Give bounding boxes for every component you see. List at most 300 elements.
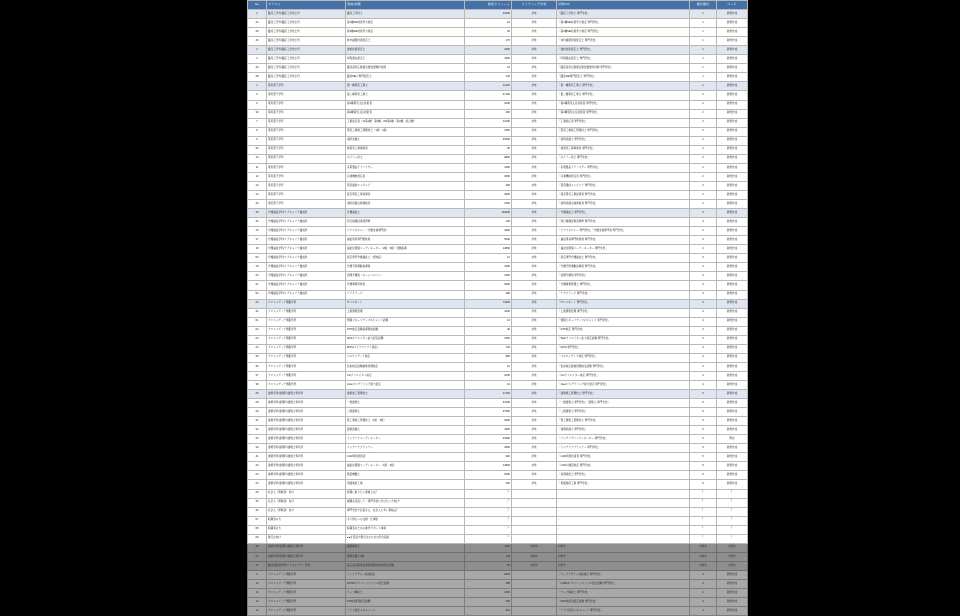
cell-category[interactable]: 介護福祉学科/ケアキャリア養成科 bbox=[267, 209, 346, 218]
cell-search-volume[interactable]: 3400 bbox=[465, 426, 512, 435]
cell-priority[interactable]: 2 bbox=[690, 200, 717, 209]
cell-category[interactable]: 介護福祉学科/ケアキャリア養成科 bbox=[267, 263, 346, 272]
cell-target-keyword[interactable]: 「Javaプログラミング能力認定 専門学校」 bbox=[557, 380, 690, 389]
cell-search-volume[interactable]: 22300 bbox=[465, 10, 512, 19]
cell-writing-target[interactable]: 対象 bbox=[512, 371, 557, 380]
table-row[interactable] bbox=[248, 91, 748, 100]
cell-qualification[interactable]: 介護福祉士 bbox=[346, 209, 465, 218]
cell-no[interactable]: 8 bbox=[248, 127, 267, 136]
cell-page[interactable]: 新規作成 bbox=[717, 272, 748, 281]
cell-priority[interactable]: 5 bbox=[690, 390, 717, 399]
cell-priority[interactable]: 2 bbox=[690, 190, 717, 199]
cell-page[interactable]: 新規作成 bbox=[717, 254, 748, 263]
cell-writing-target[interactable] bbox=[512, 534, 557, 543]
cell-target-keyword[interactable]: 「Webクリエイター能力認定試験 専門学校」 bbox=[557, 335, 690, 344]
cell-no[interactable]: 5 bbox=[248, 91, 267, 100]
cell-category[interactable]: 社会人（即戦者）向け bbox=[267, 489, 346, 498]
cell-page[interactable]: 新規作成 bbox=[717, 55, 748, 64]
cell-no[interactable]: 53 bbox=[248, 254, 267, 263]
cell-target-keyword[interactable]: - bbox=[557, 489, 690, 498]
cell-writing-target[interactable]: 対象 bbox=[512, 254, 557, 263]
cell-no[interactable]: 46 bbox=[248, 37, 267, 46]
cell-page[interactable]: 新規作成 bbox=[717, 570, 748, 579]
cell-priority[interactable]: 3 bbox=[690, 263, 717, 272]
cell-writing-target[interactable]: 対象 bbox=[512, 326, 557, 335]
cell-priority[interactable]: 2 bbox=[690, 145, 717, 154]
cell-writing-target[interactable]: 対象 bbox=[512, 308, 557, 317]
cell-search-volume[interactable]: 210 bbox=[465, 607, 512, 616]
table-row[interactable] bbox=[248, 263, 748, 272]
column-header-writing-target[interactable]: ライティング対象 bbox=[512, 1, 557, 10]
cell-category[interactable]: クロスメディア情報学科 bbox=[267, 308, 346, 317]
cell-target-keyword[interactable]: 「ITパスポート 専門学校」 bbox=[557, 299, 690, 308]
table-row[interactable] bbox=[248, 200, 748, 209]
cell-qualification[interactable]: 体外循環技術認定士 bbox=[346, 37, 465, 46]
table-row[interactable] bbox=[248, 64, 748, 73]
table-row[interactable] bbox=[248, 10, 748, 19]
cell-qualification[interactable]: ITパスポート bbox=[346, 299, 465, 308]
cell-page[interactable]: 対象外 bbox=[717, 561, 748, 570]
cell-category[interactable]: クロスメディア情報学科 bbox=[267, 380, 346, 389]
cell-search-volume[interactable]: 120 bbox=[465, 218, 512, 227]
cell-writing-target[interactable]: 対象 bbox=[512, 181, 557, 190]
cell-category[interactable]: 電気電子学科 bbox=[267, 91, 346, 100]
cell-writing-target[interactable] bbox=[512, 525, 557, 534]
table-row[interactable] bbox=[248, 28, 748, 37]
cell-no[interactable]: 49 bbox=[248, 64, 267, 73]
cell-target-keyword[interactable]: 「家電製品アドバイザー 専門学校」 bbox=[557, 163, 690, 172]
cell-search-volume[interactable]: 720 bbox=[465, 344, 512, 353]
cell-qualification[interactable]: ウェブデザイン技能検定 bbox=[346, 570, 465, 579]
cell-page[interactable]: 新規作成 bbox=[717, 145, 748, 154]
cell-writing-target[interactable] bbox=[512, 498, 557, 507]
cell-page[interactable]: ？ bbox=[717, 489, 748, 498]
cell-no[interactable]: 45 bbox=[248, 28, 267, 37]
cell-priority[interactable]: 3 bbox=[690, 281, 717, 290]
cell-qualification[interactable]: HTML5プロフェッショナル認定試験 bbox=[346, 580, 465, 589]
table-row[interactable] bbox=[248, 290, 748, 299]
cell-writing-target[interactable] bbox=[512, 507, 557, 516]
table-row[interactable] bbox=[248, 73, 748, 82]
cell-search-volume[interactable]: 1000 bbox=[465, 371, 512, 380]
cell-search-volume[interactable]: 2400 bbox=[465, 200, 512, 209]
cell-search-volume[interactable]: 17100 bbox=[465, 390, 512, 399]
cell-target-keyword[interactable]: 「電気工事施工管理技士 専門学校」 bbox=[557, 127, 690, 136]
cell-writing-target[interactable] bbox=[512, 570, 557, 579]
cell-qualification[interactable]: 検電気工事事業者 bbox=[346, 145, 465, 154]
cell-priority[interactable]: 2 bbox=[690, 127, 717, 136]
cell-search-volume[interactable]: 5400 bbox=[465, 471, 512, 480]
cell-priority[interactable]: 3 bbox=[690, 209, 717, 218]
cell-no[interactable]: 22 bbox=[248, 299, 267, 308]
cell-no[interactable]: 17 bbox=[248, 236, 267, 245]
cell-priority[interactable]: 5 bbox=[690, 453, 717, 462]
cell-priority[interactable]: 4 bbox=[690, 607, 717, 616]
table-row[interactable] bbox=[248, 127, 748, 136]
cell-qualification[interactable]: CAD利用技術者 bbox=[346, 453, 465, 462]
cell-qualification[interactable]: 一級建築士 bbox=[346, 399, 465, 408]
table-row[interactable] bbox=[248, 46, 748, 55]
cell-writing-target[interactable]: 対象 bbox=[512, 272, 557, 281]
cell-page[interactable]: 新規作成 bbox=[717, 335, 748, 344]
cell-search-volume[interactable]: 480 bbox=[465, 580, 512, 589]
cell-writing-target[interactable]: 対象 bbox=[512, 353, 557, 362]
cell-search-volume[interactable]: 1600 bbox=[465, 335, 512, 344]
cell-page[interactable]: 新規作成 bbox=[717, 589, 748, 598]
cell-search-volume[interactable]: 74000 bbox=[465, 299, 512, 308]
table-row[interactable] bbox=[248, 489, 748, 498]
cell-qualification[interactable]: 建築設備士2種 bbox=[346, 552, 465, 561]
cell-priority[interactable]: 2 bbox=[690, 154, 717, 163]
cell-target-keyword[interactable]: 「電気通信エンジニア 専門学校」 bbox=[557, 181, 690, 190]
cell-priority[interactable]: 5 bbox=[690, 471, 717, 480]
cell-target-keyword[interactable]: 「CADの測量検定 専門学校」 bbox=[557, 462, 690, 471]
cell-page[interactable]: 新規作成 bbox=[717, 408, 748, 417]
table-row[interactable] bbox=[248, 552, 748, 561]
table-row[interactable] bbox=[248, 299, 748, 308]
cell-qualification[interactable]: 建築設備士 bbox=[346, 426, 465, 435]
cell-priority[interactable]: 2 bbox=[690, 172, 717, 181]
cell-category[interactable]: 建築学科/建築科/建築士専攻科 bbox=[267, 399, 346, 408]
cell-target-keyword[interactable]: 「CGクリエイター検定 専門学校」 bbox=[557, 371, 690, 380]
cell-writing-target[interactable]: 対象 bbox=[512, 408, 557, 417]
table-row[interactable] bbox=[248, 100, 748, 109]
table-row[interactable] bbox=[248, 254, 748, 263]
table-row[interactable] bbox=[248, 245, 748, 254]
table-row[interactable] bbox=[248, 326, 748, 335]
cell-writing-target[interactable]: 対象外 bbox=[512, 561, 557, 570]
cell-search-volume[interactable]: 3600 bbox=[465, 172, 512, 181]
cell-category[interactable]: クロスメディア情報学科 bbox=[267, 570, 346, 579]
cell-writing-target[interactable] bbox=[512, 580, 557, 589]
cell-qualification[interactable]: 専門学校で目指せる、社会人に多い資格は？ bbox=[346, 507, 465, 516]
table-row[interactable] bbox=[248, 507, 748, 516]
cell-no[interactable]: 9 bbox=[248, 136, 267, 145]
cell-writing-target[interactable] bbox=[512, 598, 557, 607]
cell-priority[interactable]: 1 bbox=[690, 73, 717, 82]
cell-target-keyword[interactable]: - bbox=[557, 525, 690, 534]
cell-no[interactable]: 35 bbox=[248, 498, 267, 507]
cell-page[interactable]: 新規作成 bbox=[717, 154, 748, 163]
cell-qualification[interactable]: 短期に取りたい資格とは？ bbox=[346, 489, 465, 498]
cell-target-keyword[interactable]: 「建築施工管理技士 専門学校」 bbox=[557, 390, 690, 399]
cell-priority[interactable]: 4 bbox=[690, 380, 717, 389]
cell-qualification[interactable]: ケアクラーク bbox=[346, 290, 465, 299]
cell-page[interactable]: 新規作成 bbox=[717, 200, 748, 209]
table-row[interactable] bbox=[248, 498, 748, 507]
cell-search-volume[interactable]: 1600 bbox=[465, 589, 512, 598]
cell-page[interactable]: 新規作成 bbox=[717, 245, 748, 254]
cell-category[interactable]: クロスメディア情報学科 bbox=[267, 335, 346, 344]
cell-qualification[interactable]: インテリアコーディネーター bbox=[346, 435, 465, 444]
cell-writing-target[interactable]: 対象 bbox=[512, 163, 557, 172]
table-row[interactable] bbox=[248, 272, 748, 281]
cell-writing-target[interactable]: 対象外 bbox=[512, 552, 557, 561]
table-row[interactable] bbox=[248, 308, 748, 317]
cell-page[interactable]: 新規作成 bbox=[717, 82, 748, 91]
table-row[interactable] bbox=[248, 181, 748, 190]
cell-search-volume[interactable]: ？ bbox=[465, 516, 512, 525]
cell-search-volume[interactable]: 1900 bbox=[465, 46, 512, 55]
cell-qualification[interactable]: ケアマネジャー（介護支援専門員） bbox=[346, 227, 465, 236]
cell-search-volume[interactable]: 10 bbox=[465, 254, 512, 263]
cell-qualification[interactable]: 就職を目指して（専門学校に学びたい方向け） bbox=[346, 498, 465, 507]
cell-page[interactable]: ？ bbox=[717, 525, 748, 534]
cell-no[interactable]: 28 bbox=[248, 399, 267, 408]
cell-category[interactable]: クロスメディア情報学科 bbox=[267, 362, 346, 371]
table-row[interactable] bbox=[248, 163, 748, 172]
cell-page[interactable]: 新規作成 bbox=[717, 362, 748, 371]
cell-target-keyword[interactable]: 「第2種電気主任技術者 専門学校」 bbox=[557, 109, 690, 118]
cell-target-keyword[interactable]: 「インテリアコーディネーター 専門学校」 bbox=[557, 435, 690, 444]
cell-category[interactable]: 介護福祉学科/ケアキャリア養成科 bbox=[267, 254, 346, 263]
cell-target-keyword[interactable]: 「第1種ME技術実力検定 専門学校」 bbox=[557, 19, 690, 28]
cell-target-keyword[interactable]: 「ケアマネジャー 専門学校」「介護支援専門員 専門学校」 bbox=[557, 227, 690, 236]
cell-page[interactable]: 新規作成 bbox=[717, 353, 748, 362]
column-header-no[interactable]: No bbox=[248, 1, 267, 10]
table-row[interactable] bbox=[248, 580, 748, 589]
table-row[interactable] bbox=[248, 543, 748, 552]
cell-qualification[interactable]: 情報セキュリティマネジメント試験 bbox=[346, 317, 465, 326]
cell-category[interactable]: 介護福祉学科/ケアキャリア養成科 bbox=[267, 281, 346, 290]
table-row[interactable] bbox=[248, 598, 748, 607]
cell-target-keyword[interactable]: 「検電気工事事業者 専門学校」 bbox=[557, 145, 690, 154]
cell-qualification[interactable]: 上級情報処理 bbox=[346, 308, 465, 317]
cell-search-volume[interactable]: 27500 bbox=[465, 408, 512, 417]
cell-page[interactable]: 新規作成 bbox=[717, 326, 748, 335]
cell-priority[interactable]: 4 bbox=[690, 326, 717, 335]
cell-category[interactable]: クロスメディア情報学科 bbox=[267, 589, 346, 598]
cell-qualification[interactable]: 色彩検定試験画像処理検定 bbox=[346, 362, 465, 371]
cell-category[interactable]: 転職者の方 bbox=[267, 525, 346, 534]
cell-target-keyword[interactable]: 「PHP技術者認定試験 専門学校」 bbox=[557, 598, 690, 607]
cell-category[interactable]: 臨床放射線学科/ケアキャリア一学科 bbox=[267, 561, 346, 570]
cell-no[interactable]: 26 bbox=[248, 543, 267, 552]
cell-target-keyword[interactable]: 「消毒施設士 専門学校」 bbox=[557, 471, 690, 480]
cell-search-volume[interactable]: 2900 bbox=[465, 444, 512, 453]
cell-priority[interactable]: 2 bbox=[690, 109, 717, 118]
cell-page[interactable]: 新規作成 bbox=[717, 209, 748, 218]
cell-writing-target[interactable]: 対象 bbox=[512, 218, 557, 227]
cell-writing-target[interactable] bbox=[512, 516, 557, 525]
cell-target-keyword[interactable]: 「CAD利用技術者 専門学校」 bbox=[557, 453, 690, 462]
cell-writing-target[interactable]: 対象 bbox=[512, 290, 557, 299]
cell-page[interactable]: 新規作成 bbox=[717, 227, 748, 236]
cell-page[interactable]: 新規作成 bbox=[717, 453, 748, 462]
column-header-page[interactable]: ページ bbox=[717, 1, 748, 10]
column-header-category[interactable]: カテゴリ bbox=[267, 1, 346, 10]
cell-writing-target[interactable]: 対象 bbox=[512, 471, 557, 480]
cell-category[interactable]: 電気電子学科 bbox=[267, 172, 346, 181]
cell-category[interactable]: 建築学科/建築科/建築士専攻科 bbox=[267, 390, 346, 399]
cell-category[interactable]: 建築学科/建築科/建築士専攻科 bbox=[267, 543, 346, 552]
cell-writing-target[interactable]: 対象 bbox=[512, 28, 557, 37]
cell-writing-target[interactable]: 対象 bbox=[512, 317, 557, 326]
cell-category[interactable]: 社会人（即戦者）向け bbox=[267, 498, 346, 507]
cell-target-keyword[interactable]: 「管工事施工管理技士 専門学校」 bbox=[557, 417, 690, 426]
cell-no[interactable]: 14 bbox=[248, 190, 267, 199]
cell-no[interactable]: 6 bbox=[248, 100, 267, 109]
cell-target-keyword[interactable]: 「第1種電気主任技術者 専門学校」 bbox=[557, 100, 690, 109]
cell-search-volume[interactable]: 480 bbox=[465, 290, 512, 299]
cell-category[interactable]: 電気電子学科 bbox=[267, 154, 346, 163]
cell-writing-target[interactable]: 対象 bbox=[512, 46, 557, 55]
cell-no[interactable]: 36 bbox=[248, 507, 267, 516]
cell-priority[interactable]: ？ bbox=[690, 489, 717, 498]
column-header-target-keyword[interactable]: 対策KW bbox=[557, 1, 690, 10]
cell-priority[interactable]: ？ bbox=[690, 516, 717, 525]
cell-priority[interactable]: 4 bbox=[690, 353, 717, 362]
cell-priority[interactable]: 3 bbox=[690, 254, 717, 263]
cell-no[interactable]: 23 bbox=[248, 335, 267, 344]
cell-search-volume[interactable]: 12100 bbox=[465, 118, 512, 127]
table-row[interactable] bbox=[248, 362, 748, 371]
cell-target-keyword[interactable]: 「消防設備点検資格者 専門学校」 bbox=[557, 200, 690, 209]
cell-no[interactable]: 10 bbox=[248, 154, 267, 163]
cell-target-keyword[interactable]: 「MOS 専門学校」 bbox=[557, 344, 690, 353]
cell-priority[interactable]: ？ bbox=[690, 498, 717, 507]
cell-target-keyword[interactable]: 「上級情報処理 専門学校」 bbox=[557, 308, 690, 317]
cell-category[interactable]: 臨床工学科/臨床工学技士科 bbox=[267, 19, 346, 28]
cell-qualification[interactable]: ウェブ解析士 bbox=[346, 589, 465, 598]
cell-page[interactable]: ？ bbox=[717, 507, 748, 516]
cell-writing-target[interactable]: 対象 bbox=[512, 73, 557, 82]
cell-no[interactable]: 29 bbox=[248, 408, 267, 417]
table-row[interactable] bbox=[248, 371, 748, 380]
cell-qualification[interactable]: 家電製品アドバイザー bbox=[346, 163, 465, 172]
cell-search-volume[interactable]: 10 bbox=[465, 380, 512, 389]
cell-target-keyword[interactable]: 「アドビ認定エキスパート 専門学校」 bbox=[557, 607, 690, 616]
cell-no[interactable]: 7 bbox=[248, 118, 267, 127]
cell-no[interactable]: 62 bbox=[248, 326, 267, 335]
cell-qualification[interactable]: DTP検定受験指導資格試験 bbox=[346, 326, 465, 335]
cell-search-volume[interactable]: 1100 bbox=[465, 543, 512, 552]
table-row[interactable] bbox=[248, 172, 748, 181]
cell-page[interactable]: ？ bbox=[717, 498, 748, 507]
cell-target-keyword[interactable]: 「認定電気工事従事者 専門学校」 bbox=[557, 190, 690, 199]
cell-writing-target[interactable]: 対象 bbox=[512, 390, 557, 399]
cell-priority[interactable]: 3 bbox=[690, 245, 717, 254]
cell-search-volume[interactable]: ？ bbox=[465, 534, 512, 543]
cell-search-volume[interactable]: ？ bbox=[465, 498, 512, 507]
cell-qualification[interactable]: 第1種ME技術実力検定 bbox=[346, 19, 465, 28]
cell-target-keyword[interactable]: 「消防設備士 専門学校」 bbox=[557, 136, 690, 145]
cell-priority[interactable]: ？ bbox=[690, 507, 717, 516]
cell-search-volume[interactable]: 170 bbox=[465, 37, 512, 46]
cell-search-volume[interactable]: 10 bbox=[465, 362, 512, 371]
cell-writing-target[interactable]: 対象 bbox=[512, 19, 557, 28]
cell-priority[interactable]: 2 bbox=[690, 82, 717, 91]
cell-qualification[interactable]: 同行援護従事者研修 bbox=[346, 218, 465, 227]
table-row[interactable] bbox=[248, 55, 748, 64]
cell-priority[interactable]: 3 bbox=[690, 272, 717, 281]
cell-no[interactable]: 40 bbox=[248, 200, 267, 209]
cell-page[interactable]: 新規作成 bbox=[717, 10, 748, 19]
table-row[interactable] bbox=[248, 390, 748, 399]
cell-no[interactable]: 52 bbox=[248, 290, 267, 299]
cell-category[interactable]: クロスメディア情報学科 bbox=[267, 598, 346, 607]
cell-qualification[interactable]: 建築施工管理技士 bbox=[346, 390, 465, 399]
cell-target-keyword[interactable]: 「情報セキュリティマネジメント 専門学校」 bbox=[557, 317, 690, 326]
cell-page[interactable]: 既存 bbox=[717, 435, 748, 444]
cell-category[interactable]: 介護福祉学科/ケアキャリア養成科 bbox=[267, 272, 346, 281]
cell-search-volume[interactable]: ？ bbox=[465, 489, 512, 498]
table-row[interactable] bbox=[248, 525, 748, 534]
cell-writing-target[interactable]: 対象 bbox=[512, 344, 557, 353]
cell-search-volume[interactable]: 320 bbox=[465, 453, 512, 462]
table-row[interactable] bbox=[248, 399, 748, 408]
cell-no[interactable]: 31 bbox=[248, 417, 267, 426]
cell-category[interactable]: 建築学科/建築科/建築士専攻科 bbox=[267, 480, 346, 489]
table-row[interactable] bbox=[248, 435, 748, 444]
cell-qualification[interactable]: 消防設備点検資格者 bbox=[346, 200, 465, 209]
cell-target-keyword[interactable]: 「一級建築士 専門学校」「建築士 専門学校」 bbox=[557, 399, 690, 408]
cell-priority[interactable]: 4 bbox=[690, 299, 717, 308]
cell-target-keyword[interactable]: 「訪問介護員 専門学校」 bbox=[557, 272, 690, 281]
cell-search-volume[interactable]: 1600 bbox=[465, 263, 512, 272]
cell-no[interactable]: 68 bbox=[248, 525, 267, 534]
cell-page[interactable]: 新規作成 bbox=[717, 598, 748, 607]
cell-priority[interactable]: 5 bbox=[690, 399, 717, 408]
cell-search-volume[interactable]: ？ bbox=[465, 507, 512, 516]
cell-priority[interactable]: 4 bbox=[690, 335, 717, 344]
cell-priority[interactable]: 1 bbox=[690, 19, 717, 28]
cell-category[interactable]: 介護福祉学科/ケアキャリア養成科 bbox=[267, 218, 346, 227]
cell-writing-target[interactable]: 対象 bbox=[512, 480, 557, 489]
cell-writing-target[interactable]: 対象 bbox=[512, 136, 557, 145]
table-row[interactable] bbox=[248, 380, 748, 389]
cell-writing-target[interactable]: 対象 bbox=[512, 417, 557, 426]
cell-writing-target[interactable]: 対象 bbox=[512, 190, 557, 199]
cell-target-keyword[interactable]: - bbox=[557, 507, 690, 516]
cell-priority[interactable]: 5 bbox=[690, 435, 717, 444]
table-row[interactable] bbox=[248, 281, 748, 290]
cell-no[interactable]: 19 bbox=[248, 263, 267, 272]
cell-target-keyword[interactable]: 対象外 bbox=[557, 552, 690, 561]
cell-priority[interactable]: 4 bbox=[690, 570, 717, 579]
cell-target-keyword[interactable]: 「臨床高気圧酸素治療装置操作技師 専門学校」 bbox=[557, 64, 690, 73]
cell-no[interactable]: 43 bbox=[248, 462, 267, 471]
cell-target-keyword[interactable]: 「透析技術認定士 専門学校」 bbox=[557, 46, 690, 55]
cell-priority[interactable]: 2 bbox=[690, 136, 717, 145]
cell-writing-target[interactable]: 対象 bbox=[512, 172, 557, 181]
cell-priority[interactable]: 4 bbox=[690, 589, 717, 598]
cell-category[interactable]: 臨床工学科/臨床工学技士科 bbox=[267, 64, 346, 73]
cell-search-volume[interactable]: 9400 bbox=[465, 570, 512, 579]
table-row[interactable] bbox=[248, 19, 748, 28]
cell-no[interactable]: 39 bbox=[248, 444, 267, 453]
table-row[interactable] bbox=[248, 344, 748, 353]
cell-search-volume[interactable]: 140 bbox=[465, 552, 512, 561]
cell-writing-target[interactable]: 対象 bbox=[512, 154, 557, 163]
cell-writing-target[interactable]: 対象 bbox=[512, 82, 557, 91]
cell-priority[interactable]: 4 bbox=[690, 362, 717, 371]
cell-priority[interactable]: 2 bbox=[690, 118, 717, 127]
cell-no[interactable]: 18 bbox=[248, 245, 267, 254]
cell-category[interactable]: 転職者の方 bbox=[267, 516, 346, 525]
table-row[interactable] bbox=[248, 561, 748, 570]
cell-category[interactable]: 臨床工学科/臨床工学技士科 bbox=[267, 10, 346, 19]
cell-page[interactable]: 新規作成 bbox=[717, 580, 748, 589]
cell-search-volume[interactable]: 40500 bbox=[465, 136, 512, 145]
cell-search-volume[interactable]: 10 bbox=[465, 19, 512, 28]
cell-category[interactable]: クロスメディア情報学科 bbox=[267, 344, 346, 353]
cell-page[interactable]: 新規作成 bbox=[717, 37, 748, 46]
cell-page[interactable]: 新規作成 bbox=[717, 236, 748, 245]
cell-writing-target[interactable]: 対象 bbox=[512, 453, 557, 462]
cell-search-volume[interactable]: 21500 bbox=[465, 435, 512, 444]
cell-qualification[interactable]: 介護予防運動指導員 bbox=[346, 263, 465, 272]
